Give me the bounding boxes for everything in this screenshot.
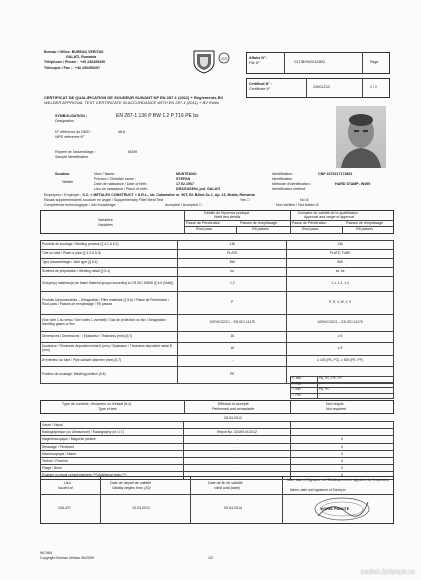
job-not-tested: Non vérifiée / Not tested ☒ bbox=[276, 203, 319, 207]
designation-value: EN 287-1 136 P BW 1.2 P T16 PE bs bbox=[116, 113, 199, 119]
dmo-label: N° référence du DMO : bbox=[55, 130, 92, 134]
table-row bbox=[41, 332, 394, 343]
table-row bbox=[41, 465, 394, 472]
seal-icon bbox=[218, 52, 230, 66]
welder-name-label: Nom / Name : bbox=[94, 172, 117, 176]
variables-table bbox=[40, 240, 394, 384]
table-row bbox=[41, 422, 394, 429]
exam-label: Visuel / Visual bbox=[41, 422, 184, 429]
row-label: Position de soudage: Welding position (5.8) bbox=[41, 367, 178, 384]
welder-first-label: Prénom / Christian name : bbox=[94, 177, 136, 181]
row-range-value: ≥ 5 bbox=[287, 332, 394, 343]
exam-required: X bbox=[291, 457, 394, 464]
job-knowledge-label: Compétence technologique / Job Knowledge: bbox=[44, 203, 117, 207]
row-label: Procédé de soudage / Welding process (§ 4.2 & 5.2) bbox=[41, 241, 178, 250]
table-row bbox=[41, 356, 394, 367]
table-row bbox=[41, 268, 394, 277]
page-label: Page bbox=[370, 60, 379, 64]
exam-done: - bbox=[184, 436, 291, 443]
exam-done: Report No. 020/09.04.2012 bbox=[184, 429, 291, 436]
method-label: Méthode d'identification : bbox=[272, 182, 312, 186]
col-fill-fr: Passes de remplissage bbox=[240, 221, 278, 225]
checkbox-icon: ☐ bbox=[246, 198, 251, 202]
positions-table bbox=[290, 376, 394, 399]
table-row bbox=[41, 436, 394, 443]
copyright: Copyright Bureau Veritas 06/2009 bbox=[40, 556, 94, 560]
exams-col3: Non requis bbox=[326, 402, 344, 406]
row-test-value: PE bbox=[178, 367, 287, 384]
certificate-label-en: Certificate N° bbox=[249, 87, 271, 91]
footer-sig-en: Name, date and signature of Surveyor bbox=[290, 488, 346, 492]
table-row bbox=[41, 457, 394, 464]
position-key: T. BW : bbox=[291, 388, 318, 394]
position-key: T. FW : bbox=[291, 393, 318, 399]
form-number: WC984 bbox=[40, 551, 52, 555]
row-range-value: 1.1, 1.2, 1.4 bbox=[287, 277, 394, 292]
welder-soudeur: Soudeur bbox=[55, 172, 70, 176]
exams-date: 28.03.2012 bbox=[224, 416, 242, 420]
col-test-fr: Détails de l'épreuve pratique bbox=[204, 211, 250, 215]
col-fill-en: Fill passes bbox=[252, 227, 269, 231]
supp-test-label: Essais supplémentaires soudure en angle / Supplementary Fillet Weld Test bbox=[44, 198, 164, 202]
col-variables-en: Variables bbox=[98, 223, 113, 227]
table-row bbox=[41, 450, 394, 457]
exam-done bbox=[184, 422, 291, 429]
page-footer: 1/2 bbox=[208, 556, 213, 560]
position-key: P. BW : bbox=[291, 377, 318, 383]
svg-text:1828: 1828 bbox=[220, 56, 228, 61]
certificate-value: 239GLZ12 bbox=[313, 85, 330, 89]
row-label: Ø extérieur du tube / Pipe outside diameter (mm) (5.7) bbox=[41, 356, 178, 367]
position-value: - bbox=[318, 393, 394, 399]
office-label: Bureau / Office: BUREAU VERITAS bbox=[44, 50, 104, 54]
row-test-value: PLATE bbox=[178, 250, 287, 259]
exams-col1: Type de contrôle, d'examen ou d'essai (6.4) bbox=[62, 402, 132, 406]
assembly-value: M309 bbox=[128, 150, 137, 154]
footer-place-fr: Lieu bbox=[64, 481, 71, 485]
table-row bbox=[41, 292, 394, 315]
designation-label: SYMBOLISATION : bbox=[55, 114, 87, 118]
checkbox-icon: ☐ bbox=[198, 203, 202, 207]
exam-label: Radiographique (ou Ultrasonore) / Radiography (or U.T.) bbox=[41, 429, 184, 436]
ident-en: Identification bbox=[272, 177, 293, 181]
exam-required: X bbox=[291, 436, 394, 443]
col-fill2-en: Fill passes bbox=[356, 227, 373, 231]
col-variables: Variables bbox=[98, 218, 113, 222]
exam-label: Magnétoscopique / Magnetic particle bbox=[41, 436, 184, 443]
position-row bbox=[291, 393, 394, 399]
affair-label-en: File N° bbox=[249, 61, 260, 65]
welder-place-label: Lieu de naissance / Place of birth : bbox=[94, 187, 149, 191]
watermark: sudori.3xforum.ro bbox=[360, 569, 415, 576]
exam-required: X bbox=[291, 465, 394, 472]
row-label: Dimensions / Dimensions : / Epaisseur / Thickness (mm) (5.7) bbox=[41, 332, 178, 343]
row-range-value: 100%CO2/C1 – EN ISO 14175 bbox=[287, 315, 394, 332]
dmo-value: 46-6 bbox=[118, 130, 126, 134]
row-test-value: BW bbox=[178, 259, 287, 268]
row-range-value: ≥ 150 (PA, PC), ≥ 500 (PE, PF) bbox=[287, 356, 394, 367]
affair-value: GLT/BVN/2012/852 bbox=[294, 60, 326, 64]
table-row bbox=[41, 277, 394, 292]
welder-photo bbox=[336, 106, 386, 168]
table-row bbox=[41, 250, 394, 259]
ident-value: CNP 1670217174801 bbox=[318, 172, 353, 176]
col-root-fr: Passe de Pénétration bbox=[186, 221, 221, 225]
table-row bbox=[41, 443, 394, 450]
designation-label-en: Designation bbox=[55, 119, 74, 123]
table-row bbox=[41, 259, 394, 268]
row-range-value: BW bbox=[287, 259, 394, 268]
exams-table bbox=[40, 421, 394, 480]
row-test-value: 136 bbox=[178, 241, 287, 250]
exam-label: Ressuage / Penetrant bbox=[41, 443, 184, 450]
exam-done: - bbox=[184, 443, 291, 450]
exams-col3-en: Not required bbox=[326, 407, 346, 411]
col-root-en: Root pass bbox=[196, 227, 213, 231]
footer-start: 10.04.2012 bbox=[132, 506, 150, 510]
row-test-value: 100%CO2/C1 – EN ISO 14175 bbox=[178, 315, 287, 332]
exam-label: Examen ou essai complémentaire (**)/Additional tests (**) bbox=[41, 472, 184, 479]
row-range-value: PLATE, TUBE bbox=[287, 250, 394, 259]
welder-place: DRAGUSENI, jud. GALATI bbox=[176, 187, 221, 191]
checkbox-checked-icon: ☒ bbox=[305, 198, 309, 202]
page-value: 1 / 2 bbox=[370, 85, 377, 89]
row-range-value: ss, bs bbox=[287, 268, 394, 277]
exam-required: X bbox=[291, 472, 394, 479]
certificate-label: Certificat N° : bbox=[249, 82, 272, 86]
title-en: WELDER APPROVAL TEST CERTIFICATE IN ACCORDANCE WITH EN 287-1 (2011) + BV Rules bbox=[44, 100, 220, 105]
row-label: Type d'assemblage / Joint type (§ 5.4) bbox=[41, 259, 178, 268]
col-root2-en: Root-pass bbox=[302, 227, 319, 231]
exam-done: - bbox=[184, 465, 291, 472]
bureau-veritas-logo bbox=[191, 48, 217, 74]
row-label: Epaisseur / Thickness deposited metal A (mm) / Epaisseur / Thickness deposited metal B (mm) bbox=[41, 343, 178, 356]
title-fr: CERTIFICAT DE QUALIFICATION DE SOUDEUR SUIVANT NF EN 287-1 (2011) + Règlements BV bbox=[44, 95, 224, 100]
position-value: PA, PC, PE, PF bbox=[318, 377, 394, 383]
inspector-name: VIOREL PAVAITE bbox=[320, 507, 350, 511]
table-row bbox=[41, 315, 394, 332]
footer-place-en: Issued at bbox=[58, 486, 73, 490]
assembly-label: Repère de l'assemblage : bbox=[55, 150, 96, 154]
position-value: - bbox=[318, 382, 394, 388]
row-range-value: 136 bbox=[287, 241, 394, 250]
col-test-en: Weld test details bbox=[214, 215, 241, 219]
footer-sig-fr: Nom, date et Signature de l'Etablissement et signature de l'Inspecteur bbox=[287, 478, 389, 482]
col-range-fr: Domaine de validité de la qualification bbox=[298, 211, 359, 215]
exam-required: X bbox=[291, 450, 394, 457]
exam-done: - bbox=[184, 457, 291, 464]
exam-done: - bbox=[184, 450, 291, 457]
row-label: (Voir note 1 au verso / See notes 1 overleaf) / Gaz de protection ou flux / Designation shielding gases or flux bbox=[41, 315, 178, 332]
assembly-label-en: Sample identification bbox=[55, 155, 89, 159]
fax-line: Télécopie / Fax : +40 236499297 bbox=[44, 66, 101, 70]
row-range-value: ≥ 5 bbox=[287, 343, 394, 356]
row-label: Groupe(s) matériau(x) de base/ Material groups according to CR ISO 15608 (§ 5.5 (Note)) bbox=[41, 277, 178, 292]
exam-required bbox=[291, 429, 394, 436]
office-city: GALATI, Romania bbox=[66, 55, 97, 59]
exam-required bbox=[291, 422, 394, 429]
row-test-value: 16 bbox=[178, 343, 287, 356]
method-value: HARD STAMP- W499 bbox=[335, 182, 371, 186]
row-test-value: - bbox=[178, 356, 287, 367]
welder-first: STEFAN bbox=[176, 177, 191, 181]
dmo-label-en: WPS reference N° bbox=[55, 135, 85, 139]
exams-col1-en: Type of test bbox=[98, 407, 117, 411]
row-label: Schéma de préparation / Welding detail (§ 5.4) bbox=[41, 268, 178, 277]
exam-label: Macroscopique / Macro bbox=[41, 450, 184, 457]
table-row bbox=[41, 241, 394, 250]
exam-label: Pliage / Bend bbox=[41, 465, 184, 472]
row-label: Tôle ou tube / Plate or pipe (§ 4.3 & 5.3) bbox=[41, 250, 178, 259]
footer-place: GALATI bbox=[58, 506, 71, 510]
ident-label: Identification : bbox=[272, 172, 295, 176]
employer-line: Employeur / Employer : S.C. « METALEX CONSTRUCT » S.R.L., str. Calarasilor nr. 50T, Bl. B2bis Sc.1, Ap. 13, Braila, Romania bbox=[44, 193, 255, 197]
exam-done: - bbox=[184, 472, 291, 479]
phone-line: Téléphone / Phone : +40 236495290 bbox=[44, 60, 106, 64]
position-value: PA, PC bbox=[318, 388, 394, 394]
col-root2-fr: Passe de Pénétration bbox=[292, 221, 327, 225]
exams-col2: Effectué et accepté bbox=[218, 402, 249, 406]
welder-birth-label: Date de naissance / Date of birth : bbox=[94, 182, 149, 186]
checkbox-checked-icon: ☒ bbox=[315, 203, 319, 207]
position-key: P. FW : bbox=[291, 382, 318, 388]
welder-en: Welder bbox=[62, 180, 74, 184]
footer-end-en: Valid until (date) bbox=[214, 486, 240, 490]
exams-col2-en: Performed and acceptable bbox=[212, 407, 255, 411]
affair-label: Affaire N° : bbox=[249, 56, 268, 60]
supp-yes: Yes ☐ bbox=[240, 198, 251, 202]
table-row bbox=[41, 429, 394, 436]
job-accepted: Acceptée / Accepted ☐ bbox=[165, 203, 202, 207]
supp-no: No ☒ bbox=[300, 198, 309, 202]
footer-start-fr: Date de départ de validité bbox=[110, 481, 151, 485]
exam-label: Texture / Fracture bbox=[41, 457, 184, 464]
row-test-value: 1.2 bbox=[178, 277, 287, 292]
col-fill2-fr: Passes de remplissage bbox=[346, 221, 384, 225]
footer-end: 09.04.2014 bbox=[224, 506, 242, 510]
welder-birth: 17.02.1967 bbox=[176, 182, 194, 186]
row-test-value: 16 bbox=[178, 332, 287, 343]
row-range-value: P, R, V, W, Y, Z bbox=[287, 292, 394, 315]
row-label: Produits consommables – Désignation / Filler materials (§ 5.6) / Passe de Pénétration / Root-pass / Passes de remplissage / Fill passes bbox=[41, 292, 178, 315]
footer-end-fr: Date de fin de validité bbox=[208, 481, 243, 485]
row-test-value: bs bbox=[178, 268, 287, 277]
exam-required: X bbox=[291, 443, 394, 450]
col-range-en: Approval and range of approval bbox=[304, 215, 355, 219]
row-test-value: P bbox=[178, 292, 287, 315]
welder-name: MUNTEANU bbox=[176, 172, 197, 176]
method-en: Identification method bbox=[272, 187, 306, 191]
table-row bbox=[41, 343, 394, 356]
footer-start-en: Validity begins from (10) bbox=[112, 486, 151, 490]
